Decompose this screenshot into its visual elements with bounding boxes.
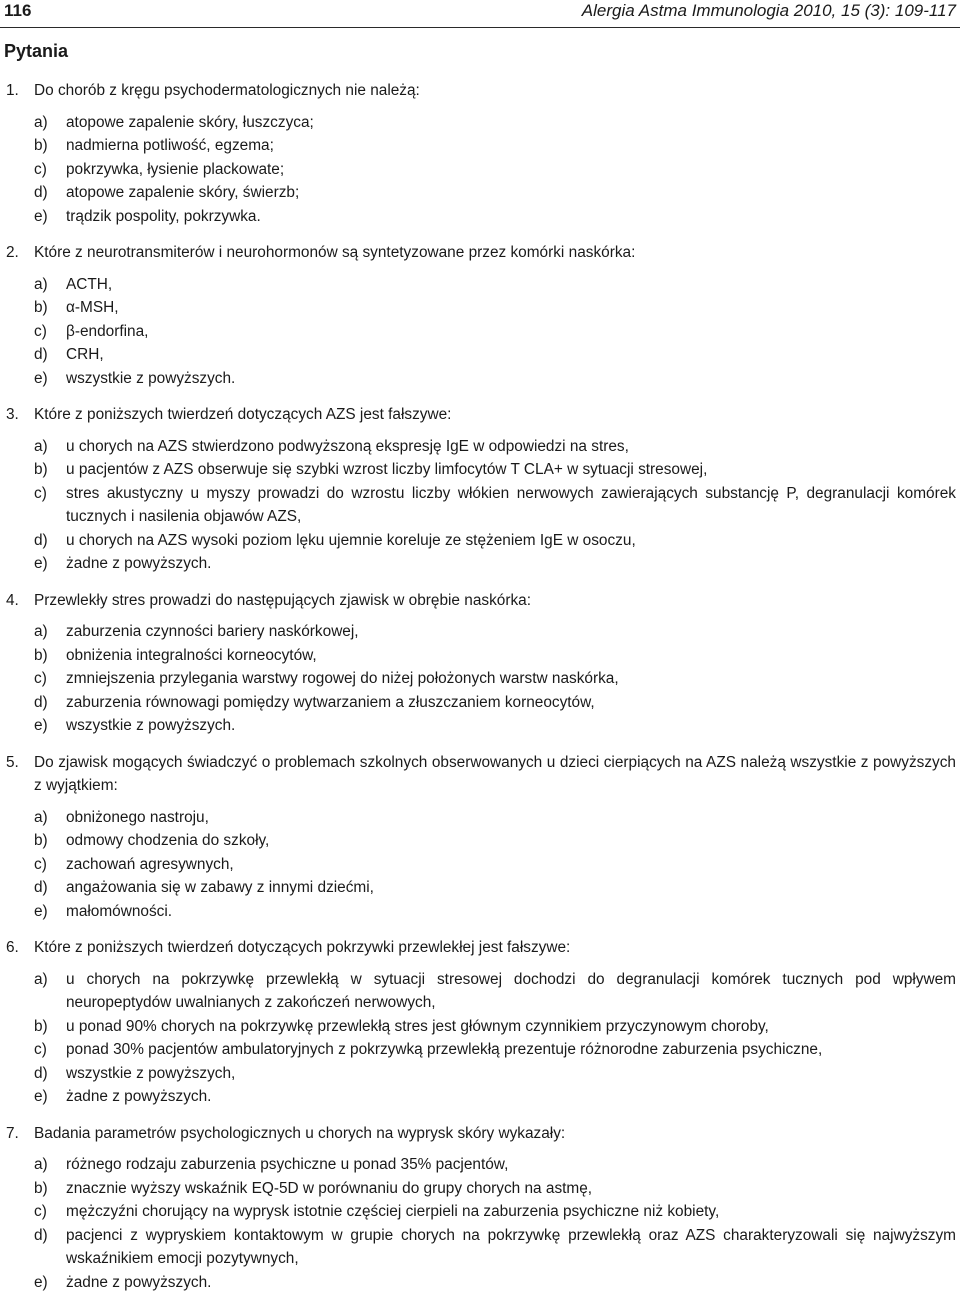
option-text: pacjenci z wypryskiem kontaktowym w grupie chorych na pokrzywkę przewlekłą oraz AZS charakteryzowali się najwyższym wskaźnikiem emocji pozytywnych, [66, 1227, 956, 1268]
question-text: Które z poniższych twierdzeń dotyczących pokrzywki przewlekłej jest fałszywe: [34, 939, 570, 956]
answer-option [0, 367, 960, 391]
option-text: żadne z powyższych. [66, 1274, 211, 1291]
question-text: Które z neurotransmiterów i neurohormonów są syntetyzowane przez komórki naskórka: [34, 244, 635, 261]
option-letter: d) [34, 181, 48, 205]
page-number: 116 [4, 0, 31, 22]
answer-options [0, 806, 960, 924]
answer-option [0, 296, 960, 320]
option-letter: c) [34, 482, 47, 506]
option-letter: b) [34, 1177, 48, 1201]
question-text: Przewlekły stres prowadzi do następujących zjawisk w obrębie naskórka: [34, 592, 531, 609]
option-letter: d) [34, 691, 48, 715]
option-letter: d) [34, 876, 48, 900]
page-header [4, 0, 956, 26]
option-text: zmniejszenia przylegania warstwy rogowej do niżej położonych warstw naskórka, [66, 670, 619, 687]
question-number: 3. [6, 403, 19, 427]
option-letter: c) [34, 853, 47, 877]
option-text: zaburzenia czynności bariery naskórkowej, [66, 623, 359, 640]
option-text: żadne z powyższych. [66, 555, 211, 572]
question-text: Badania parametrów psychologicznych u chorych na wyprysk skóry wykazały: [34, 1125, 565, 1142]
option-text: ponad 30% pacjentów ambulatoryjnych z pokrzywką przewlekłą prezentuje różnorodne zaburzenia psychiczne, [66, 1041, 822, 1058]
answer-option [0, 552, 960, 576]
option-text: mężczyźni chorujący na wyprysk istotnie częściej cierpieli na zaburzenia psychiczne niż kobiety, [66, 1203, 719, 1220]
answer-option [0, 853, 960, 877]
option-letter: a) [34, 435, 48, 459]
option-letter: b) [34, 1015, 48, 1039]
question-stem [0, 403, 960, 427]
option-text: różnego rodzaju zaburzenia psychiczne u ponad 35% pacjentów, [66, 1156, 508, 1173]
question-number: 2. [6, 241, 19, 265]
option-text: trądzik pospolity, pokrzywka. [66, 208, 261, 225]
option-letter: e) [34, 552, 48, 576]
question-spacer [0, 923, 960, 936]
answer-option [0, 1177, 960, 1201]
answer-option [0, 876, 960, 900]
question-number: 4. [6, 589, 19, 613]
question-number: 6. [6, 936, 19, 960]
answer-option [0, 134, 960, 158]
question-3 [0, 403, 960, 576]
option-letter: e) [34, 714, 48, 738]
question-list [0, 79, 960, 1294]
answer-options [0, 273, 960, 391]
option-letter: e) [34, 205, 48, 229]
question-number: 1. [6, 79, 19, 103]
answer-options [0, 968, 960, 1109]
answer-option [0, 111, 960, 135]
question-stem [0, 751, 960, 798]
option-text: u chorych na AZS stwierdzono podwyższoną ekspresję IgE w odpowiedzi na stres, [66, 438, 629, 455]
answer-options [0, 1153, 960, 1294]
option-letter: b) [34, 458, 48, 482]
option-letter: b) [34, 296, 48, 320]
answer-option [0, 1200, 960, 1224]
answer-option [0, 273, 960, 297]
question-stem [0, 936, 960, 960]
option-letter: d) [34, 529, 48, 553]
question-2 [0, 241, 960, 390]
answer-options [0, 111, 960, 229]
answer-option [0, 435, 960, 459]
option-text: obniżonego nastroju, [66, 809, 209, 826]
answer-options [0, 620, 960, 738]
question-text: Które z poniższych twierdzeń dotyczących AZS jest fałszywe: [34, 406, 451, 423]
option-text: angażowania się w zabawy z innymi dziećmi, [66, 879, 374, 896]
option-letter: a) [34, 968, 48, 992]
option-letter: e) [34, 1085, 48, 1109]
option-letter: e) [34, 1271, 48, 1294]
option-letter: c) [34, 1200, 47, 1224]
answer-option [0, 806, 960, 830]
option-letter: e) [34, 900, 48, 924]
answer-option [0, 1038, 960, 1062]
answer-option [0, 205, 960, 229]
question-spacer [0, 576, 960, 589]
option-letter: a) [34, 620, 48, 644]
option-text: wszystkie z powyższych. [66, 370, 235, 387]
option-letter: c) [34, 1038, 47, 1062]
question-stem [0, 241, 960, 265]
question-stem [0, 589, 960, 613]
option-text: obniżenia integralności korneocytów, [66, 647, 317, 664]
header-rule [0, 27, 960, 28]
answer-option [0, 1153, 960, 1177]
option-letter: c) [34, 667, 47, 691]
answer-option [0, 620, 960, 644]
question-7 [0, 1122, 960, 1294]
option-text: małomówności. [66, 903, 172, 920]
option-text: stres akustyczny u myszy prowadzi do wzrostu liczby włókien nerwowych zawierających substancję P, degranulacji komórek tucznych i nasilenia objawów AZS, [66, 485, 956, 526]
option-text: CRH, [66, 346, 104, 363]
option-letter: a) [34, 111, 48, 135]
answer-option [0, 181, 960, 205]
option-letter: d) [34, 343, 48, 367]
option-text: zachowań agresywnych, [66, 856, 234, 873]
answer-option [0, 529, 960, 553]
section-title: Pytania [4, 40, 68, 62]
question-spacer [0, 1109, 960, 1122]
option-text: u pacjentów z AZS obserwuje się szybki wzrost liczby limfocytów T CLA+ w sytuacji stresowej, [66, 461, 707, 478]
answer-option [0, 691, 960, 715]
option-text: zaburzenia równowagi pomiędzy wytwarzaniem a złuszczaniem korneocytów, [66, 694, 595, 711]
option-text: atopowe zapalenie skóry, łuszczyca; [66, 114, 314, 131]
answer-option [0, 829, 960, 853]
question-6 [0, 936, 960, 1109]
option-letter: c) [34, 320, 47, 344]
question-spacer [0, 228, 960, 241]
option-text: u ponad 90% chorych na pokrzywkę przewlekłą stres jest głównym czynnikiem przyczynowym choroby, [66, 1018, 769, 1035]
option-text: żadne z powyższych. [66, 1088, 211, 1105]
answer-option [0, 458, 960, 482]
answer-option [0, 1085, 960, 1109]
option-letter: d) [34, 1062, 48, 1086]
question-1 [0, 79, 960, 228]
option-text: atopowe zapalenie skóry, świerzb; [66, 184, 299, 201]
option-letter: a) [34, 273, 48, 297]
answer-option [0, 1224, 960, 1271]
answer-option [0, 320, 960, 344]
question-number: 5. [6, 751, 19, 775]
question-number: 7. [6, 1122, 19, 1146]
option-text: ACTH, [66, 276, 112, 293]
option-text: odmowy chodzenia do szkoły, [66, 832, 269, 849]
question-stem [0, 79, 960, 103]
answer-option [0, 1271, 960, 1294]
option-letter: a) [34, 1153, 48, 1177]
option-letter: c) [34, 158, 47, 182]
option-text: u chorych na AZS wysoki poziom lęku ujemnie koreluje ze stężeniem IgE w osoczu, [66, 532, 636, 549]
option-text: β-endorfina, [66, 323, 148, 340]
option-letter: a) [34, 806, 48, 830]
option-letter: b) [34, 644, 48, 668]
answer-option [0, 1062, 960, 1086]
question-4 [0, 589, 960, 738]
answer-option [0, 900, 960, 924]
option-letter: e) [34, 367, 48, 391]
answer-option [0, 158, 960, 182]
option-letter: b) [34, 829, 48, 853]
journal-citation: Alergia Astma Immunologia 2010, 15 (3): 109-117 [582, 0, 956, 22]
question-text: Do chorób z kręgu psychodermatologicznych nie należą: [34, 82, 420, 99]
question-5 [0, 751, 960, 924]
answer-options [0, 435, 960, 576]
option-letter: d) [34, 1224, 48, 1248]
option-text: u chorych na pokrzywkę przewlekłą w sytuacji stresowej dochodzi do degranulacji komórek tucznych pod wpływem neuropeptydów uwalnianych z zakończeń nerwowych, [66, 971, 956, 1012]
option-text: wszystkie z powyższych, [66, 1065, 235, 1082]
question-stem [0, 1122, 960, 1146]
option-text: znacznie wyższy wskaźnik EQ-5D w porównaniu do grupy chorych na astmę, [66, 1180, 592, 1197]
answer-option [0, 1015, 960, 1039]
question-spacer [0, 390, 960, 403]
answer-option [0, 714, 960, 738]
option-letter: b) [34, 134, 48, 158]
answer-option [0, 482, 960, 529]
question-spacer [0, 738, 960, 751]
option-text: pokrzywka, łysienie plackowate; [66, 161, 284, 178]
option-text: α-MSH, [66, 299, 119, 316]
question-text: Do zjawisk mogących świadczyć o problemach szkolnych obserwowanych u dzieci cierpiących na AZS należą wszystkie z powyższych z wyjątkiem: [34, 754, 956, 795]
answer-option [0, 644, 960, 668]
answer-option [0, 343, 960, 367]
answer-option [0, 667, 960, 691]
answer-option [0, 968, 960, 1015]
option-text: nadmierna potliwość, egzema; [66, 137, 274, 154]
option-text: wszystkie z powyższych. [66, 717, 235, 734]
